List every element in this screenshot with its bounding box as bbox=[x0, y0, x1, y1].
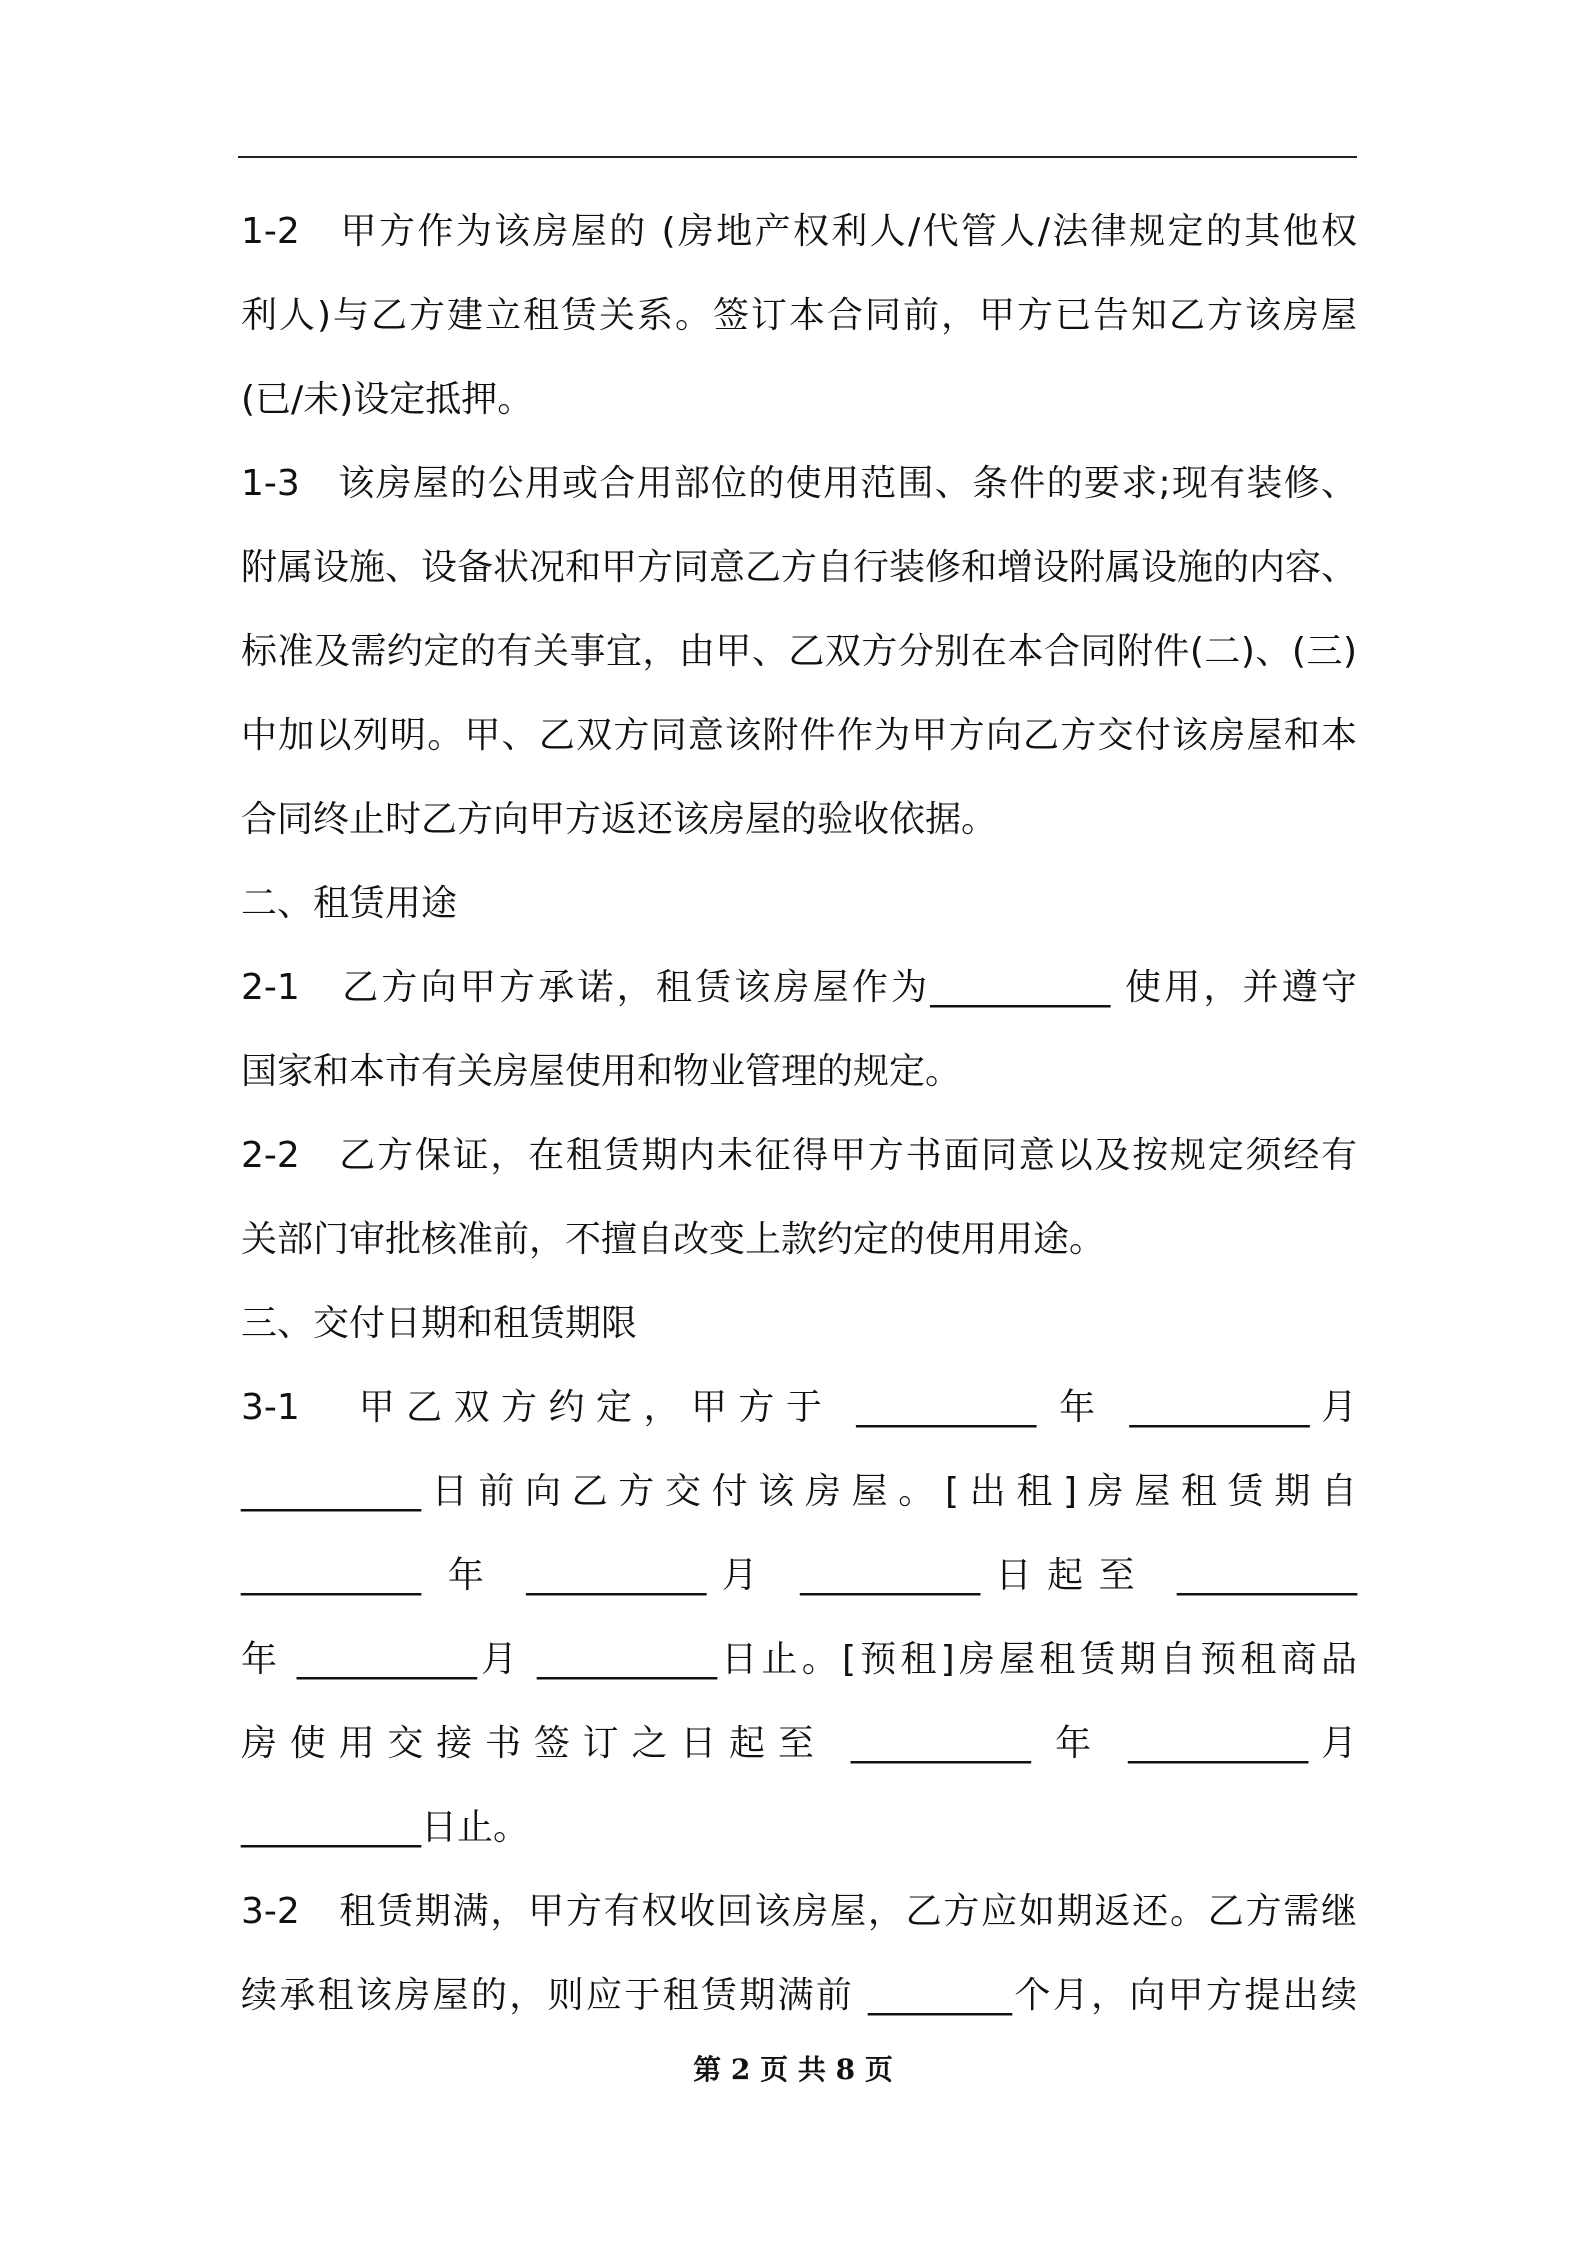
text-line: 房使用交接书签订之日起至 __________ 年 __________月 bbox=[241, 1723, 1357, 1764]
page-number: 第 2 页 共 8 页 bbox=[693, 2053, 893, 2086]
text-line: __________日前向乙方交付该房屋。[出租]房屋租赁期自 bbox=[241, 1471, 1357, 1512]
header-rule bbox=[238, 156, 1357, 158]
text-line: 2-2 乙方保证，在租赁期内未征得甲方书面同意以及按规定须经有 bbox=[241, 1135, 1357, 1176]
text-line: 3-1 甲乙双方约定，甲方于 __________ 年 __________月 bbox=[241, 1387, 1357, 1428]
section-heading: 二、租赁用途 bbox=[241, 883, 458, 924]
text-line: 3-2 租赁期满，甲方有权收回该房屋，乙方应如期返还。乙方需继 bbox=[241, 1891, 1357, 1932]
text-line: (已/未)设定抵押。 bbox=[241, 379, 534, 420]
section-heading: 三、交付日期和租赁期限 bbox=[241, 1303, 638, 1344]
text-line: 1-3 该房屋的公用或合用部位的使用范围、条件的要求;现有装修、 bbox=[241, 463, 1357, 504]
document-body bbox=[241, 190, 1357, 2038]
text-line: 利人)与乙方建立租赁关系。签订本合同前，甲方已告知乙方该房屋 bbox=[241, 295, 1357, 336]
text-line: __________日止。 bbox=[241, 1807, 530, 1848]
text-line: 关部门审批核准前，不擅自改变上款约定的使用用途。 bbox=[241, 1219, 1106, 1260]
text-line: 国家和本市有关房屋使用和物业管理的规定。 bbox=[241, 1051, 962, 1092]
text-line: 2-1 乙方向甲方承诺，租赁该房屋作为__________ 使用，并遵守 bbox=[241, 967, 1357, 1008]
text-line: 标准及需约定的有关事宜，由甲、乙双方分别在本合同附件(二)、(三) bbox=[241, 631, 1357, 672]
text-line: 中加以列明。甲、乙双方同意该附件作为甲方向乙方交付该房屋和本 bbox=[241, 715, 1357, 756]
text-line: 合同终止时乙方向甲方返还该房屋的验收依据。 bbox=[241, 799, 998, 840]
text-line: 续承租该房屋的，则应于租赁期满前 ________个月，向甲方提出续 bbox=[241, 1975, 1357, 2016]
text-line: __________ 年 __________月 __________日起至 __________ bbox=[241, 1555, 1357, 1596]
text-line: 附属设施、设备状况和甲方同意乙方自行装修和增设附属设施的内容、 bbox=[241, 547, 1358, 588]
text-line: 年 __________月 __________日止。[预租]房屋租赁期自预租商品 bbox=[241, 1639, 1357, 1680]
text-line: 1-2 甲方作为该房屋的 (房地产权利人/代管人/法律规定的其他权 bbox=[241, 211, 1357, 252]
